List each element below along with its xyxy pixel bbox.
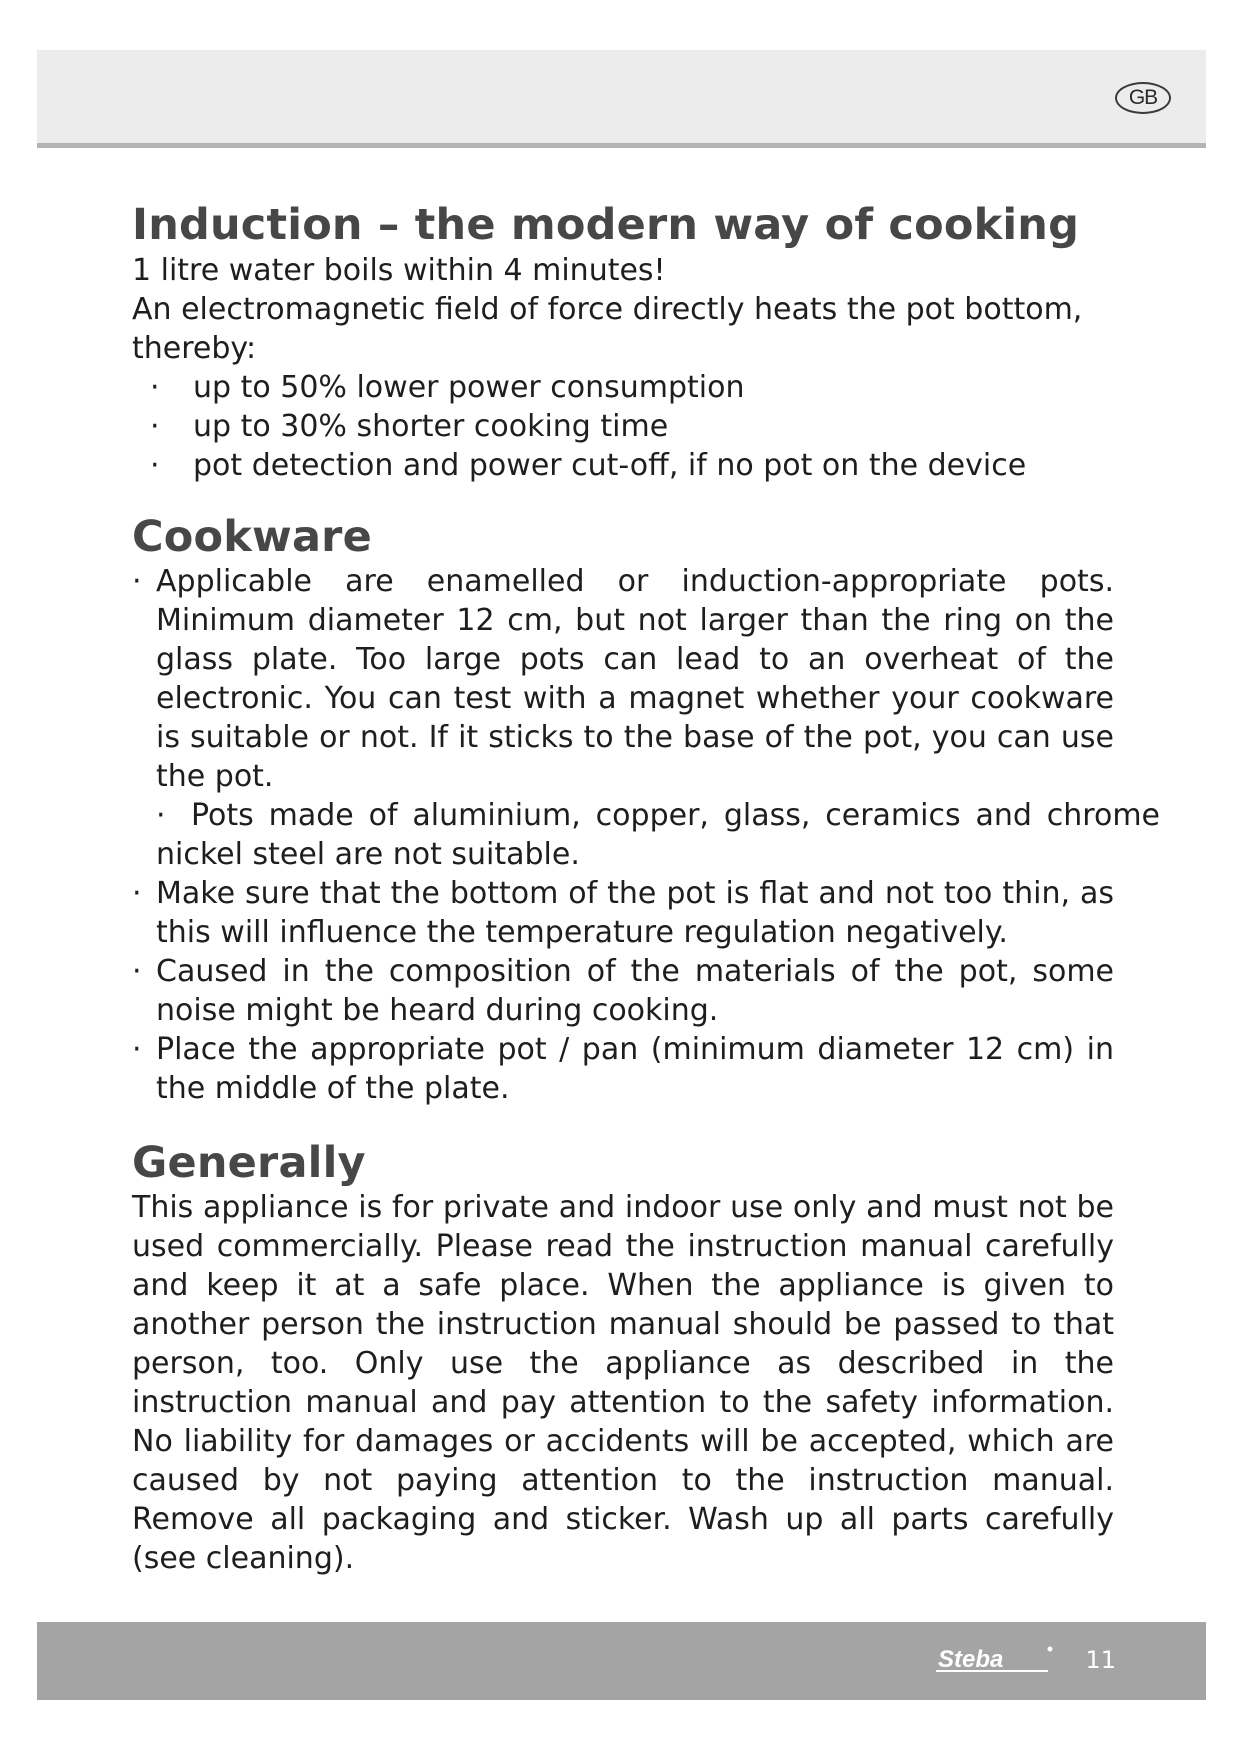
steba-logo xyxy=(936,1640,1054,1680)
generally-heading: Generally xyxy=(132,1138,366,1188)
bullet-icon: · xyxy=(150,370,160,405)
cookware-section xyxy=(132,512,1160,1108)
induction-line-1: 1 litre water boils within 4 minutes! xyxy=(132,253,666,288)
svg-text:Steba: Steba xyxy=(938,1646,1004,1673)
bullet-icon: · xyxy=(132,876,142,911)
cookware-bullet-list xyxy=(132,562,1160,1108)
list-item: · Applicable are enamelled or induction-appropriate pots. Minimum diameter 12 cm, but not larger than the ring on the glass plate. Too large pots can lead to an overheat of the electronic. You can test with a magnet whether your cookware is suitable or not. If it sticks to the base of the pot, you can use the pot. xyxy=(132,564,1114,794)
induction-heading: Induction – the modern way of cooking xyxy=(132,200,1080,250)
generally-section xyxy=(132,1138,1122,1578)
cookware-heading: Cookware xyxy=(132,512,372,562)
bullet-icon: · xyxy=(150,448,160,483)
header-bar xyxy=(37,50,1206,148)
bullet-icon: · xyxy=(132,564,142,599)
bullet-icon: · xyxy=(150,409,160,444)
bullet-icon: · xyxy=(156,798,166,833)
list-item: · Place the appropriate pot / pan (minimum diameter 12 cm) in the middle of the plate. xyxy=(132,1032,1114,1106)
page-number: 11 xyxy=(1085,1646,1116,1674)
list-item: · up to 30% shorter cooking time xyxy=(150,409,669,444)
list-item: · Caused in the composition of the materials of the pot, some noise might be heard during cooking. xyxy=(132,954,1114,1028)
list-item: · Pots made of aluminium, copper, glass, ceramics and chrome nickel steel are not suitable. xyxy=(156,798,1160,872)
bullet-icon: · xyxy=(132,954,142,989)
list-item: · up to 50% lower power consumption xyxy=(150,370,745,405)
bullet-icon: · xyxy=(132,1032,142,1067)
footer-bar xyxy=(37,1622,1206,1700)
induction-section xyxy=(132,200,1122,485)
page-content xyxy=(132,200,1160,1578)
language-badge: GB xyxy=(1115,82,1171,114)
list-item: · Make sure that the bottom of the pot is flat and not too thin, as this will influence the temperature regulation negatively. xyxy=(132,876,1114,950)
list-item: · pot detection and power cut-off, if no pot on the device xyxy=(150,448,1027,483)
induction-bullet-list xyxy=(132,368,1122,485)
induction-line-2: An electromagnetic field of force directly heats the pot bottom, thereby: xyxy=(132,292,1083,366)
generally-body: This appliance is for private and indoor use only and must not be used commercially. Please read the instruction manual carefully and keep it at a safe place. When the appliance is given to another person the instruction manual should be passed to that person, too. Only use the appliance as described in the instruction manual and pay attention to the safety information. No liability for damages or accidents will be accepted, which are caused by not paying attention to the instruction manual. Remove all packaging and sticker. Wash up all parts carefully (see cleaning). xyxy=(132,1190,1114,1576)
